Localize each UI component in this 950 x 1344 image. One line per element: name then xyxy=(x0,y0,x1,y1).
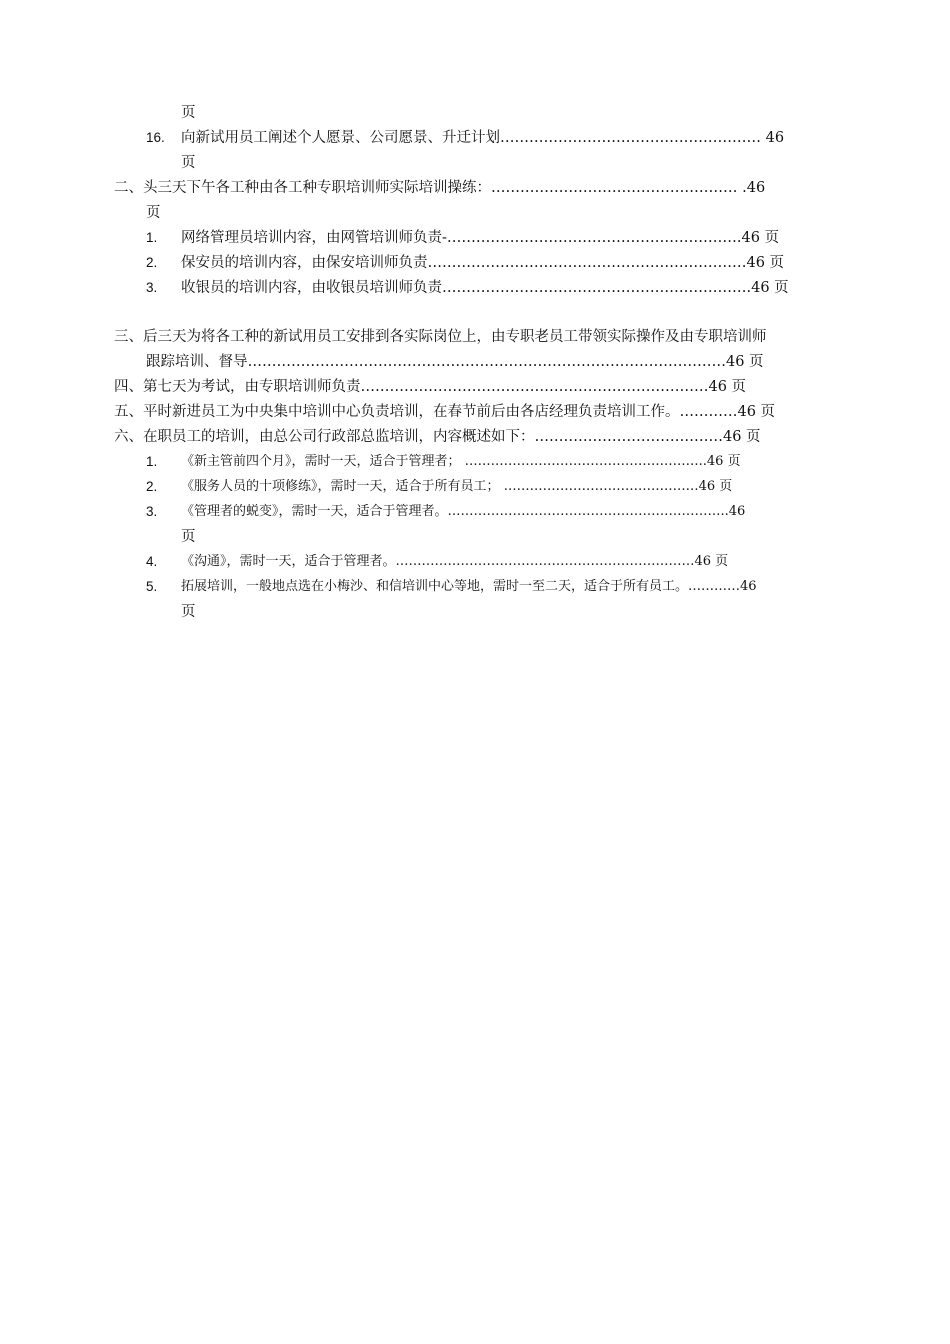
toc-wrap-page: 页 xyxy=(181,529,196,545)
toc-section: 五、平时新进员工为中央集中培训中心负责培训，在春节前后由各店经理负责培训工作。…………46 页 xyxy=(114,404,776,420)
toc-section: 四、第七天为考试，由专职培训师负责………………………………………………………………46 页 xyxy=(114,379,747,395)
toc-section: 二、头三天下午各工种由各工种专职培训师实际培训操练：…………………………………………… .46 xyxy=(114,180,766,196)
toc-item: 拓展培训，一般地点选在小梅沙、和信培训中心等地，需时一至二天，适合于所有员工。…………46 xyxy=(181,579,757,594)
toc-item-number: 3. xyxy=(146,280,158,295)
toc-wrap-page: 页 xyxy=(181,105,196,121)
toc-section: 三、后三天为将各工种的新试用员工安排到各实际岗位上，由专职老员工带领实际操作及由专职培训师 xyxy=(114,329,767,345)
toc-item-number: 1. xyxy=(146,454,158,469)
toc-item-number: 2. xyxy=(146,255,158,270)
toc-wrap-page: 页 xyxy=(181,155,196,171)
toc-item-number: 1. xyxy=(146,230,158,245)
toc-section: 六、在职员工的培训，由总公司行政部总监培训，内容概述如下：…………………………………46 页 xyxy=(114,429,761,445)
toc-item: 向新试用员工阐述个人愿景、公司愿景、升迁计划……………………………………………… 46 xyxy=(181,130,785,146)
toc-wrap-page: 页 xyxy=(181,604,196,620)
toc-item: 《服务人员的十项修练》，需时一天，适合于所有员工； ………………………………………46 页 xyxy=(181,479,733,494)
toc-item-number: 4. xyxy=(146,554,158,569)
toc-item-number: 5. xyxy=(146,579,158,594)
toc-item: 收银员的培训内容，由收银员培训师负责……………………………………………………….46 页 xyxy=(181,280,789,296)
toc-wrap-page: 页 xyxy=(146,205,161,221)
toc-item: 《沟通》，需时一天，适合于管理者。……………………………………………………………46 页 xyxy=(181,554,729,569)
toc-item: 保安员的培训内容，由保安培训师负责…………………………………………………………46 页 xyxy=(181,255,785,271)
toc-item: 《管理者的蜕变》，需时一天，适合于管理者。………………………………………………………..46 xyxy=(181,504,746,519)
toc-item: 《新主管前四个月》，需时一天，适合于管理者； ………………………………………………..46 页 xyxy=(181,454,741,469)
toc-item: 网络管理员培训内容，由网管培训师负责-…………………………………………………….46 页 xyxy=(181,230,780,246)
toc-item-number: 3. xyxy=(146,504,158,519)
toc-item-number: 2. xyxy=(146,479,158,494)
toc-section-wrap: 跟踪培训、督导………………………………………………………………………………………46 页 xyxy=(146,354,764,370)
toc-item-number: 16. xyxy=(146,130,165,145)
